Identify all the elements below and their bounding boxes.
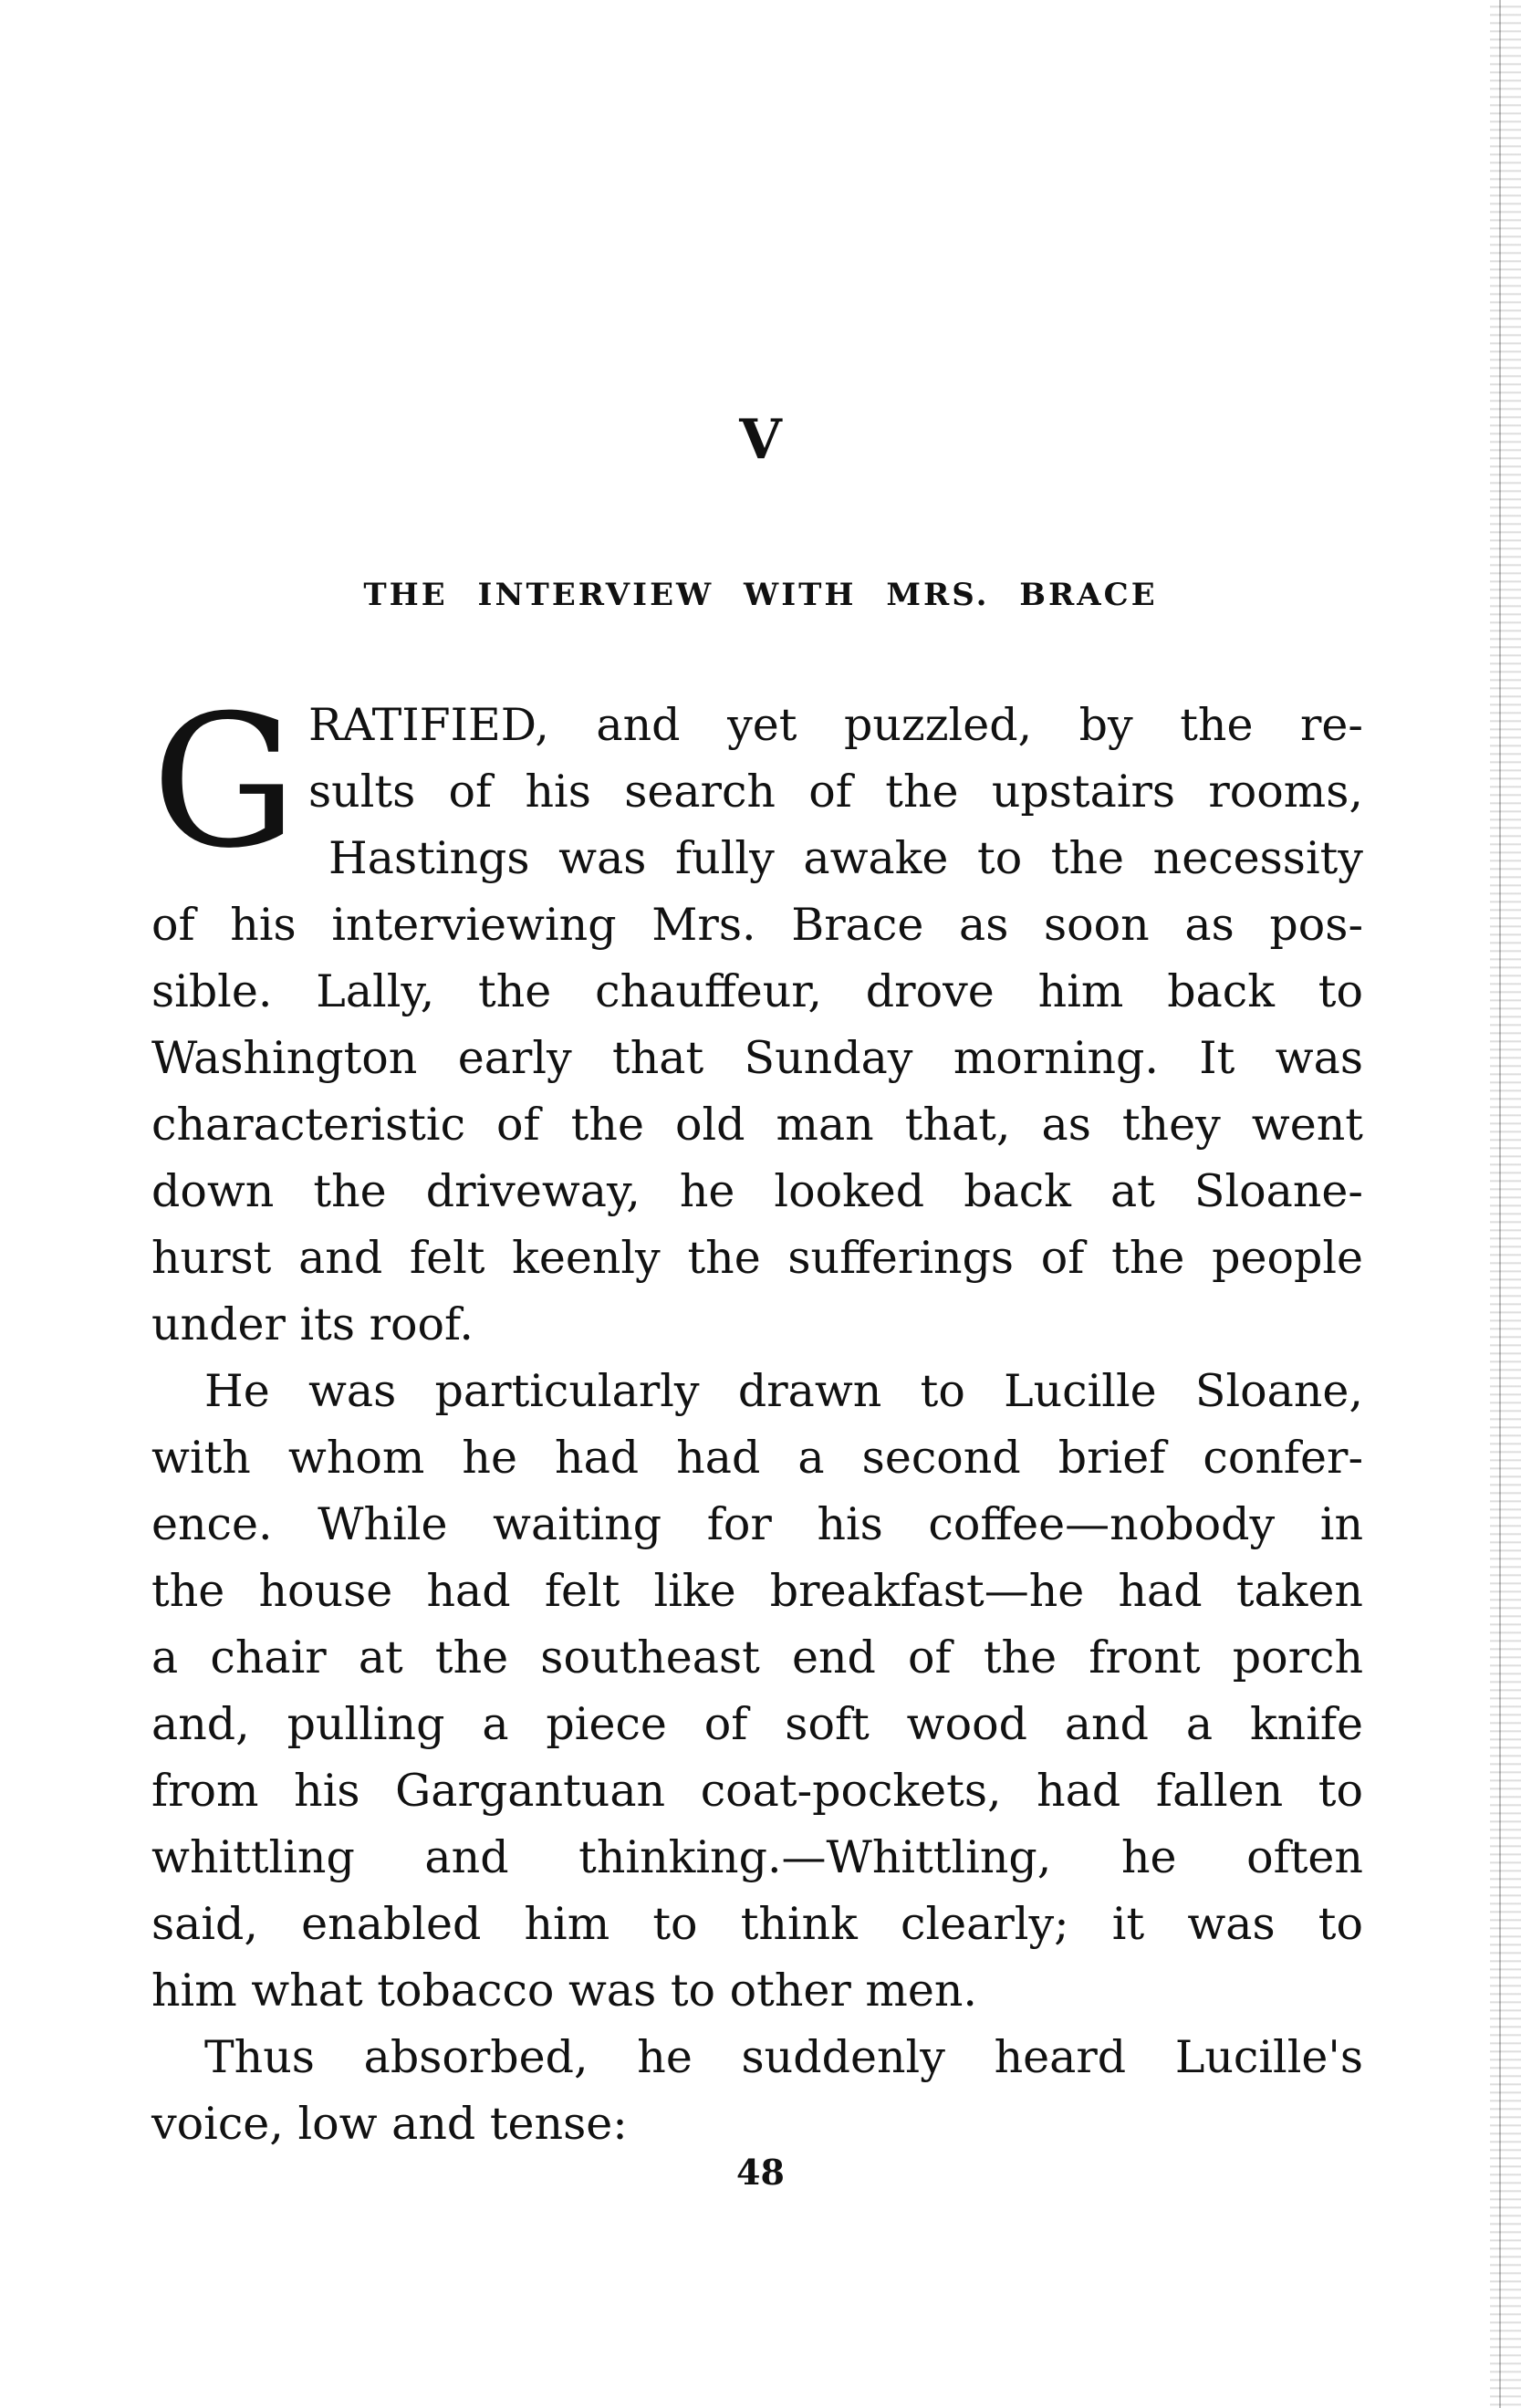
text-line: Thus absorbed, he suddenly heard Lucille's: [204, 2031, 1363, 2083]
text-line: voice, low and tense:: [151, 2098, 628, 2150]
text-line: a chair at the southeast end of the front porch: [151, 1631, 1363, 1684]
text-line: sible. Lally, the chauffeur, drove him back to: [151, 965, 1363, 1017]
text-line: the house had felt like breakfast—he had taken: [151, 1565, 1363, 1617]
text-line: of his interviewing Mrs. Brace as soon as pos-: [151, 899, 1363, 951]
text-line: whittling and thinking.—Whittling, he often: [151, 1831, 1363, 1883]
chapter-title: THE INTERVIEW WITH MRS. BRACE: [363, 577, 1158, 613]
text-line: RATIFIED, and yet puzzled, by the re-: [308, 699, 1363, 751]
text-line: He was particularly drawn to Lucille Sloane,: [204, 1365, 1363, 1417]
text-line: said, enabled him to think clearly; it was to: [151, 1898, 1363, 1950]
text-line: hurst and felt keenly the sufferings of the people: [151, 1232, 1363, 1284]
chapter-number: V: [739, 408, 782, 472]
text-line: characteristic of the old man that, as they went: [151, 1099, 1363, 1151]
text-line: sults of his search of the upstairs rooms,: [308, 766, 1363, 818]
text-line: ence. While waiting for his coffee—nobody in: [151, 1498, 1363, 1550]
page-edge-shadow: [1490, 0, 1521, 2408]
text-line: with whom he had had a second brief confer-: [151, 1432, 1363, 1484]
text-line: Washington early that Sunday morning. It was: [151, 1032, 1363, 1084]
text-line: from his Gargantuan coat-pockets, had fallen to: [151, 1765, 1363, 1817]
body-text: [151, 676, 1363, 2157]
text-line: under its roof.: [151, 1298, 474, 1350]
page-edge-line: [1499, 0, 1501, 2408]
text-line: and, pulling a piece of soft wood and a knife: [151, 1698, 1363, 1750]
text-line: him what tobacco was to other men.: [151, 1965, 977, 2017]
drop-cap: G: [151, 676, 297, 889]
page-number: 48: [736, 2152, 785, 2193]
text-line: down the driveway, he looked back at Sloane-: [151, 1165, 1363, 1217]
text-line: Hastings was fully awake to the necessity: [328, 832, 1363, 884]
